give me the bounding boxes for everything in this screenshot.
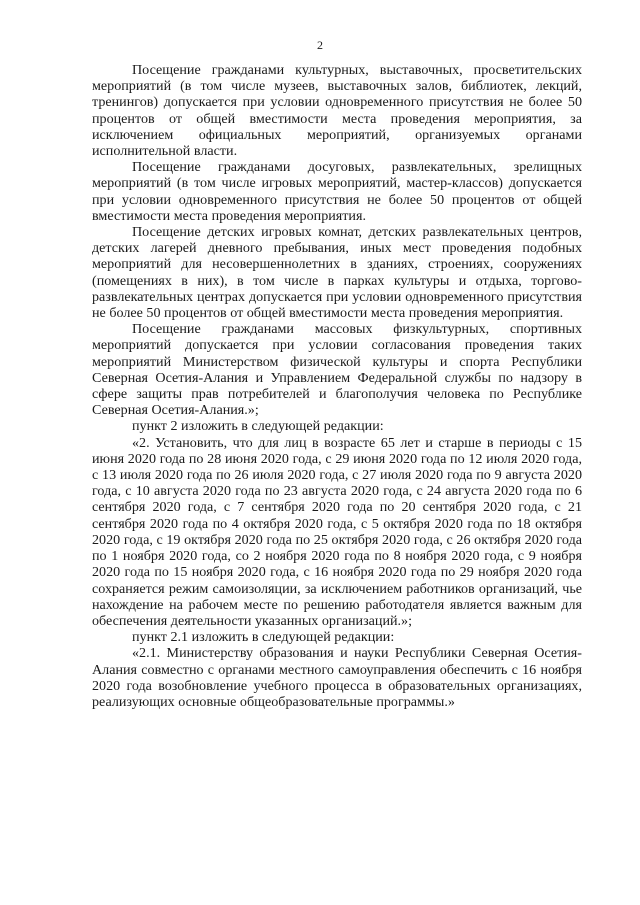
paragraph-children-venues: Посещение детских игровых комнат, детских развлекательных центров, детских лагерей дневного пребывания, иных мест проведения подобных мероприятий для несовершеннолетних в зданиях, строениях, сооружениях (помещениях в них), в том числе в парках культуры и отдыха, торгово-развлекательных центрах допускается при условии одновременного присутствия не более 50 процентов от общей вместимости места проведения мероприятия. [92,224,582,322]
paragraph-leisure-events: Посещение гражданами досуговых, развлекательных, зрелищных мероприятий (в том числе игровых мероприятий, мастер-классов) допускается при условии одновременного присутствия не более 50 процентов от общей вместимости места проведения мероприятия. [92,159,582,224]
paragraph-item-2-text: «2. Установить, что для лиц в возрасте 65 лет и старше в периоды с 15 июня 2020 года по 28 июня 2020 года, с 29 июня 2020 года по 12 июля 2020 года, с 13 июля 2020 года по 26 июля 2020 года, с 27 июля 2020 года по 9 августа 2020 года, с 10 августа 2020 года по 23 августа 2020 года, с 24 августа 2020 года по 6 сентября 2020 года, с 7 сентября 2020 года по 20 сентября 2020 года, с 21 сентября 2020 года по 4 октября 2020 года, с 5 октября 2020 года по 18 октября 2020 года, с 19 октября 2020 года по 25 октября 2020 года, с 26 октября 2020 года по 1 ноября 2020 года, со 2 ноября 2020 года по 8 ноября 2020 года, с 9 ноября 2020 года по 15 ноября 2020 года, с 16 ноября 2020 года по 29 ноября 2020 года сохраняется режим самоизоляции, за исключением работников организаций, чье нахождение на рабочем месте по решению работодателя является важным для обеспечения деятельности указанных организаций.»; [92,434,582,629]
paragraph-item-2-intro: пункт 2 изложить в следующей редакции: [132,418,384,435]
paragraph-cultural-events: Посещение гражданами культурных, выставочных, просветительских мероприятий (в том числе музеев, выставочных залов, библиотек, лекций, тренингов) допускается при условии одновременного присутствия не более 50 процентов от общей вместимости места проведения мероприятия, за исключением официальных мероприятий, организуемых органами исполнительной власти. [92,62,582,160]
paragraph-item-2-1-intro: пункт 2.1 изложить в следующей редакции: [132,629,395,646]
paragraph-sports-events: Посещение гражданами массовых физкультурных, спортивных мероприятий допускается при условии согласования проведения таких мероприятий Министерством физической культуры и спорта Республики Северная Осетия-Алания и Управлением Федеральной службы по надзору в сфере защиты прав потребителей и благополучия человека по Республике Северная Осетия-Алания.»; [92,321,582,419]
page-number: 2 [317,38,323,52]
document-body [92,62,582,710]
paragraph-item-2-1-text: «2.1. Министерству образования и науки Республики Северная Осетия-Алания совместно с органами местного самоуправления обеспечить с 16 ноября 2020 года возобновление учебного процесса в образовательных организациях, реализующих основные общеобразовательные программы.» [92,645,582,710]
